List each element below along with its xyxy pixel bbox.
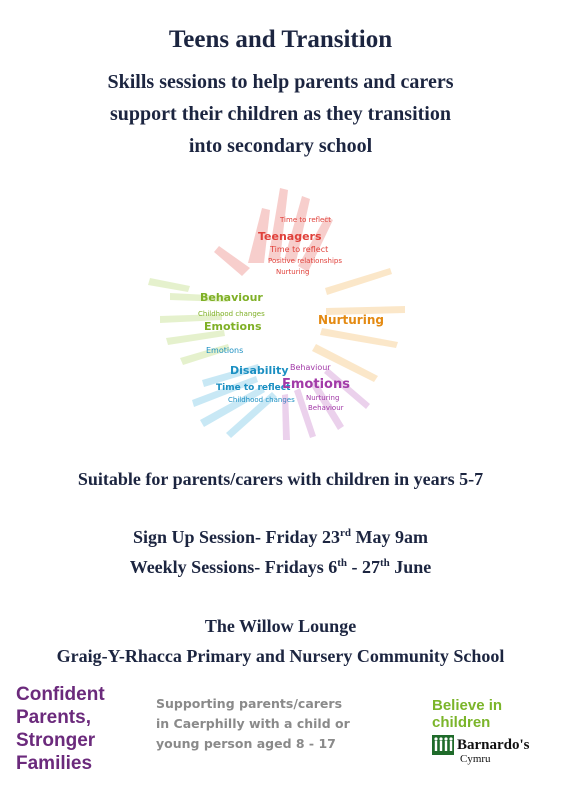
brand-name: Barnardo's	[457, 736, 530, 753]
hand-purple-word: Nurturing	[306, 394, 340, 402]
supporting-line: in Caerphilly with a child or	[156, 716, 350, 731]
believe-line: Believe in	[432, 697, 503, 714]
signup-date-suffix: rd	[340, 527, 352, 539]
programme-line: Parents,	[16, 707, 91, 728]
page-title: Teens and Transition	[168, 26, 393, 53]
hand-green-word: Childhood changes	[198, 310, 265, 318]
hand-blue	[192, 346, 295, 438]
programme-line: Families	[16, 753, 93, 774]
supporting-line: young person aged 8 - 17	[156, 736, 336, 751]
hands-wordcloud-image	[130, 168, 430, 448]
believe-tagline	[432, 697, 557, 731]
hand-green-word: Emotions	[204, 320, 262, 333]
weekly-sessions	[0, 557, 561, 578]
hand-red-word: Positive relationships	[268, 257, 343, 265]
hand-red-word: Time to reflect	[280, 216, 331, 224]
hand-purple-word: Behaviour	[290, 363, 331, 372]
weekly-end-suffix: th	[380, 557, 390, 569]
hand-green-word: Behaviour	[200, 291, 263, 304]
hand-purple-word: Behaviour	[308, 404, 344, 412]
supporting-text	[156, 694, 396, 754]
brand-subtitle: Cymru	[460, 753, 491, 765]
weekly-month: June	[389, 557, 432, 577]
programme-line: Stronger	[16, 730, 96, 751]
subtitle	[60, 66, 501, 162]
hand-red-word: Nurturing	[276, 268, 310, 276]
barnardos-logo	[432, 697, 557, 765]
weekly-text: Weekly Sessions- Fridays 6	[129, 557, 338, 577]
subtitle-line-1: Skills sessions to help parents and carers	[107, 71, 454, 93]
signup-text: Sign Up Session- Friday 23	[132, 527, 341, 547]
hand-red	[214, 188, 342, 276]
signup-time: May 9am	[351, 527, 429, 547]
hand-orange-word: Nurturing	[318, 313, 384, 327]
brand-row	[432, 735, 557, 755]
venue-name: The Willow Lounge	[204, 616, 357, 636]
barnardos-figures-icon	[432, 735, 454, 755]
believe-line: children	[432, 714, 491, 731]
hand-blue-word: Childhood changes	[228, 396, 295, 404]
programme-line: Confident	[16, 684, 105, 705]
subtitle-line-3: into secondary school	[188, 135, 373, 157]
hand-red-word: Teenagers	[258, 230, 322, 243]
suitability-text: Suitable for parents/carers with children in years 5-7	[77, 469, 484, 489]
subtitle-line-2: support their children as they transition	[110, 103, 451, 125]
supporting-line: Supporting parents/carers	[156, 696, 343, 711]
weekly-range: - 27	[347, 557, 380, 577]
hand-purple	[282, 363, 370, 440]
programme-logo-text	[16, 683, 156, 775]
hand-blue-word: Emotions	[206, 346, 244, 355]
hand-blue-word: Disability	[230, 364, 289, 377]
hand-purple-word: Emotions	[282, 377, 350, 392]
venue-school: Graig-Y-Rhacca Primary and Nursery Community School	[56, 646, 505, 666]
hand-red-word: Time to reflect	[270, 245, 329, 254]
weekly-start-suffix: th	[337, 557, 347, 569]
signup-session	[0, 527, 561, 548]
hand-blue-word: Time to reflect	[216, 383, 291, 393]
